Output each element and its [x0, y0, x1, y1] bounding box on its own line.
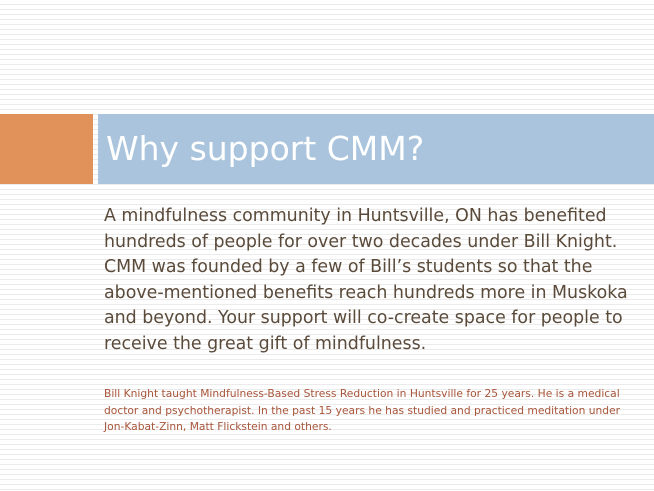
title-bar [98, 114, 654, 184]
slide-title: Why support CMM? [106, 129, 425, 168]
accent-block [0, 114, 93, 184]
body-paragraph: A mindfulness community in Huntsville, ON has benefited hundreds of people for over two decades under Bill Knight. CMM was founded by a few of Bill’s students so that the above-mentioned benefits reach hundreds more in Muskoka and beyond. Your support will co-create space for people to receive the great gift of mindfulness. [104, 206, 628, 354]
footnote-paragraph: Bill Knight taught Mindfulness-Based Stress Reduction in Huntsville for 25 years. He is a medical doctor and psychotherapist. In the past 15 years he has studied and practiced meditation under Jon-Kabat-Zinn, Matt Flickstein and others. [104, 387, 621, 433]
